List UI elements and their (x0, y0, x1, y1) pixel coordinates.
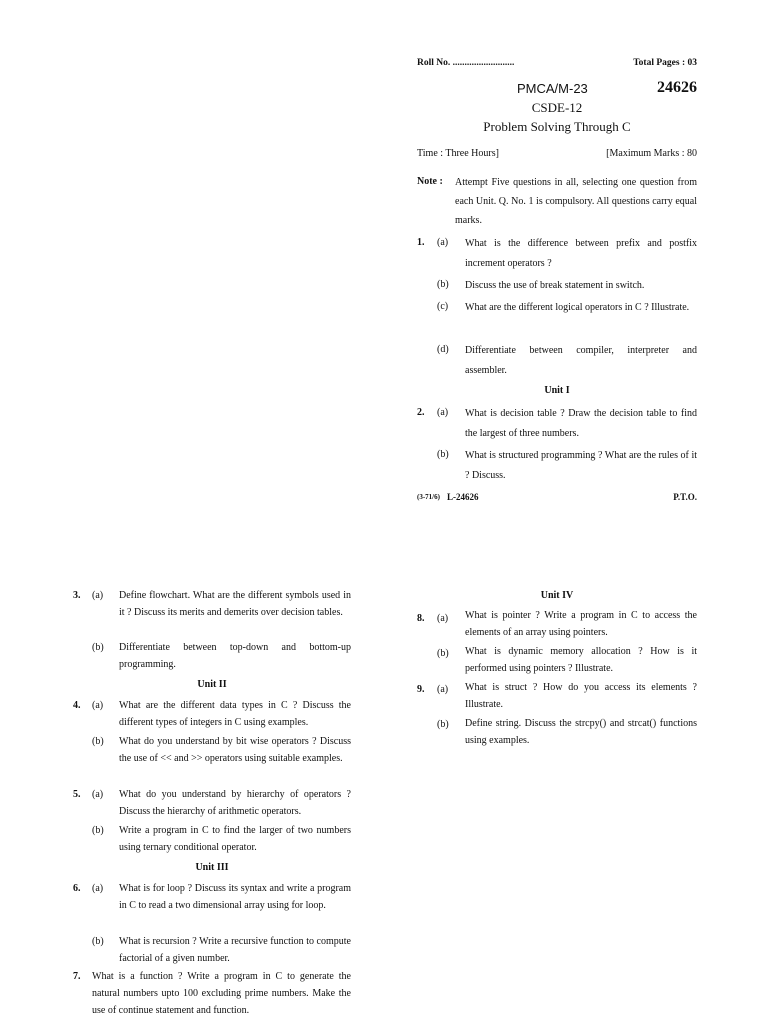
part-label: (c) (437, 301, 449, 312)
total-pages: Total Pages : 03 (633, 58, 697, 68)
part-label: (a) (92, 789, 104, 800)
paper-code: PMCA/M-23 (517, 81, 588, 96)
question-text: What are the different logical operators in C ? Illustrate. (465, 302, 690, 313)
part-label: (a) (92, 590, 104, 601)
question-text: What do you understand by hierarchy of operators ? Discuss the hierarchy of arithmetic operators. (119, 789, 351, 817)
course-title: Problem Solving Through C (483, 119, 631, 134)
part-label: (b) (437, 719, 449, 730)
unit-heading: Unit I (544, 385, 570, 396)
unit-heading: Unit II (197, 679, 227, 690)
question-text: Differentiate between compiler, interpreter and assembler. (465, 345, 697, 376)
exam-time: Time : Three Hours] (417, 148, 499, 159)
unit-heading: Unit IV (540, 590, 574, 601)
question-text: What is pointer ? Write a program in C to access the elements of an array using pointers. (465, 610, 697, 638)
note-label: Note : (417, 176, 443, 187)
part-label: (b) (437, 648, 449, 659)
part-label: (b) (437, 279, 449, 290)
question-number: 5. (73, 789, 81, 800)
part-label: (d) (437, 344, 449, 355)
question-text: What is decision table ? Draw the decision table to find the largest of three numbers. (465, 408, 697, 439)
pto-label: P.T.O. (673, 492, 697, 502)
course-code: CSDE-12 (531, 100, 583, 115)
question-text: What is structured programming ? What are the rules of it ? Discuss. (465, 450, 697, 481)
part-label: (b) (92, 736, 104, 747)
question-text: Define string. Discuss the strcpy() and strcat() functions using examples. (465, 718, 697, 746)
question-text: What is a function ? Write a program in C to generate the natural numbers upto 100 excluding prime numbers. Make the use of continue statement and function. (92, 971, 351, 1016)
question-text: What is recursion ? Write a recursive function to compute factorial of a given number. (119, 936, 351, 964)
question-number: 2. (417, 407, 425, 418)
question-text: What is dynamic memory allocation ? How is it performed using pointers ? Illustrate. (465, 646, 697, 674)
question-number: 9. (417, 684, 425, 695)
question-number: 6. (73, 883, 81, 894)
question-text: What is struct ? How do you access its elements ? Illustrate. (465, 682, 697, 710)
question-number: 3. (73, 590, 81, 601)
part-label: (b) (92, 642, 104, 653)
note-text: Attempt Five questions in all, selecting one question from each Unit. Q. No. 1 is compulsory. All questions carry equal marks. (455, 177, 697, 226)
part-label: (a) (437, 613, 449, 624)
roll-number: Roll No. .......................... (417, 58, 515, 68)
question-number: 8. (417, 613, 425, 624)
part-label: (b) (92, 936, 104, 947)
question-text: Discuss the use of break statement in switch. (465, 280, 645, 291)
part-label: (b) (92, 825, 104, 836)
part-label: (a) (437, 684, 449, 695)
question-text: Write a program in C to find the larger of two numbers using ternary conditional operator. (119, 825, 351, 853)
question-number: 1. (417, 237, 425, 248)
part-label: (b) (437, 449, 449, 460)
question-text: Define flowchart. What are the different symbols used in it ? Discuss its merits and demerits over decision tables. (119, 590, 351, 618)
max-marks: [Maximum Marks : 80 (606, 148, 697, 159)
footer-code: L-24626 (447, 492, 479, 502)
footer-small-code: (3-71/6) (417, 493, 440, 501)
unit-heading: Unit III (195, 862, 229, 873)
part-label: (a) (437, 407, 449, 418)
question-text: What are the different data types in C ? Discuss the different types of integers in C using examples. (119, 700, 351, 728)
part-label: (a) (92, 883, 104, 894)
paper-number: 24626 (657, 79, 697, 96)
part-label: (a) (92, 700, 104, 711)
question-text: What is the difference between prefix and postfix increment operators ? (465, 238, 697, 269)
part-label: (a) (437, 237, 449, 248)
question-text: What do you understand by bit wise operators ? Discuss the use of << and >> operators using suitable examples. (119, 736, 351, 764)
question-text: Differentiate between top-down and bottom-up programming. (119, 642, 351, 670)
question-number: 4. (73, 700, 81, 711)
question-number: 7. (73, 971, 81, 982)
question-text: What is for loop ? Discuss its syntax and write a program in C to read a two dimensional array using for loop. (119, 883, 351, 911)
